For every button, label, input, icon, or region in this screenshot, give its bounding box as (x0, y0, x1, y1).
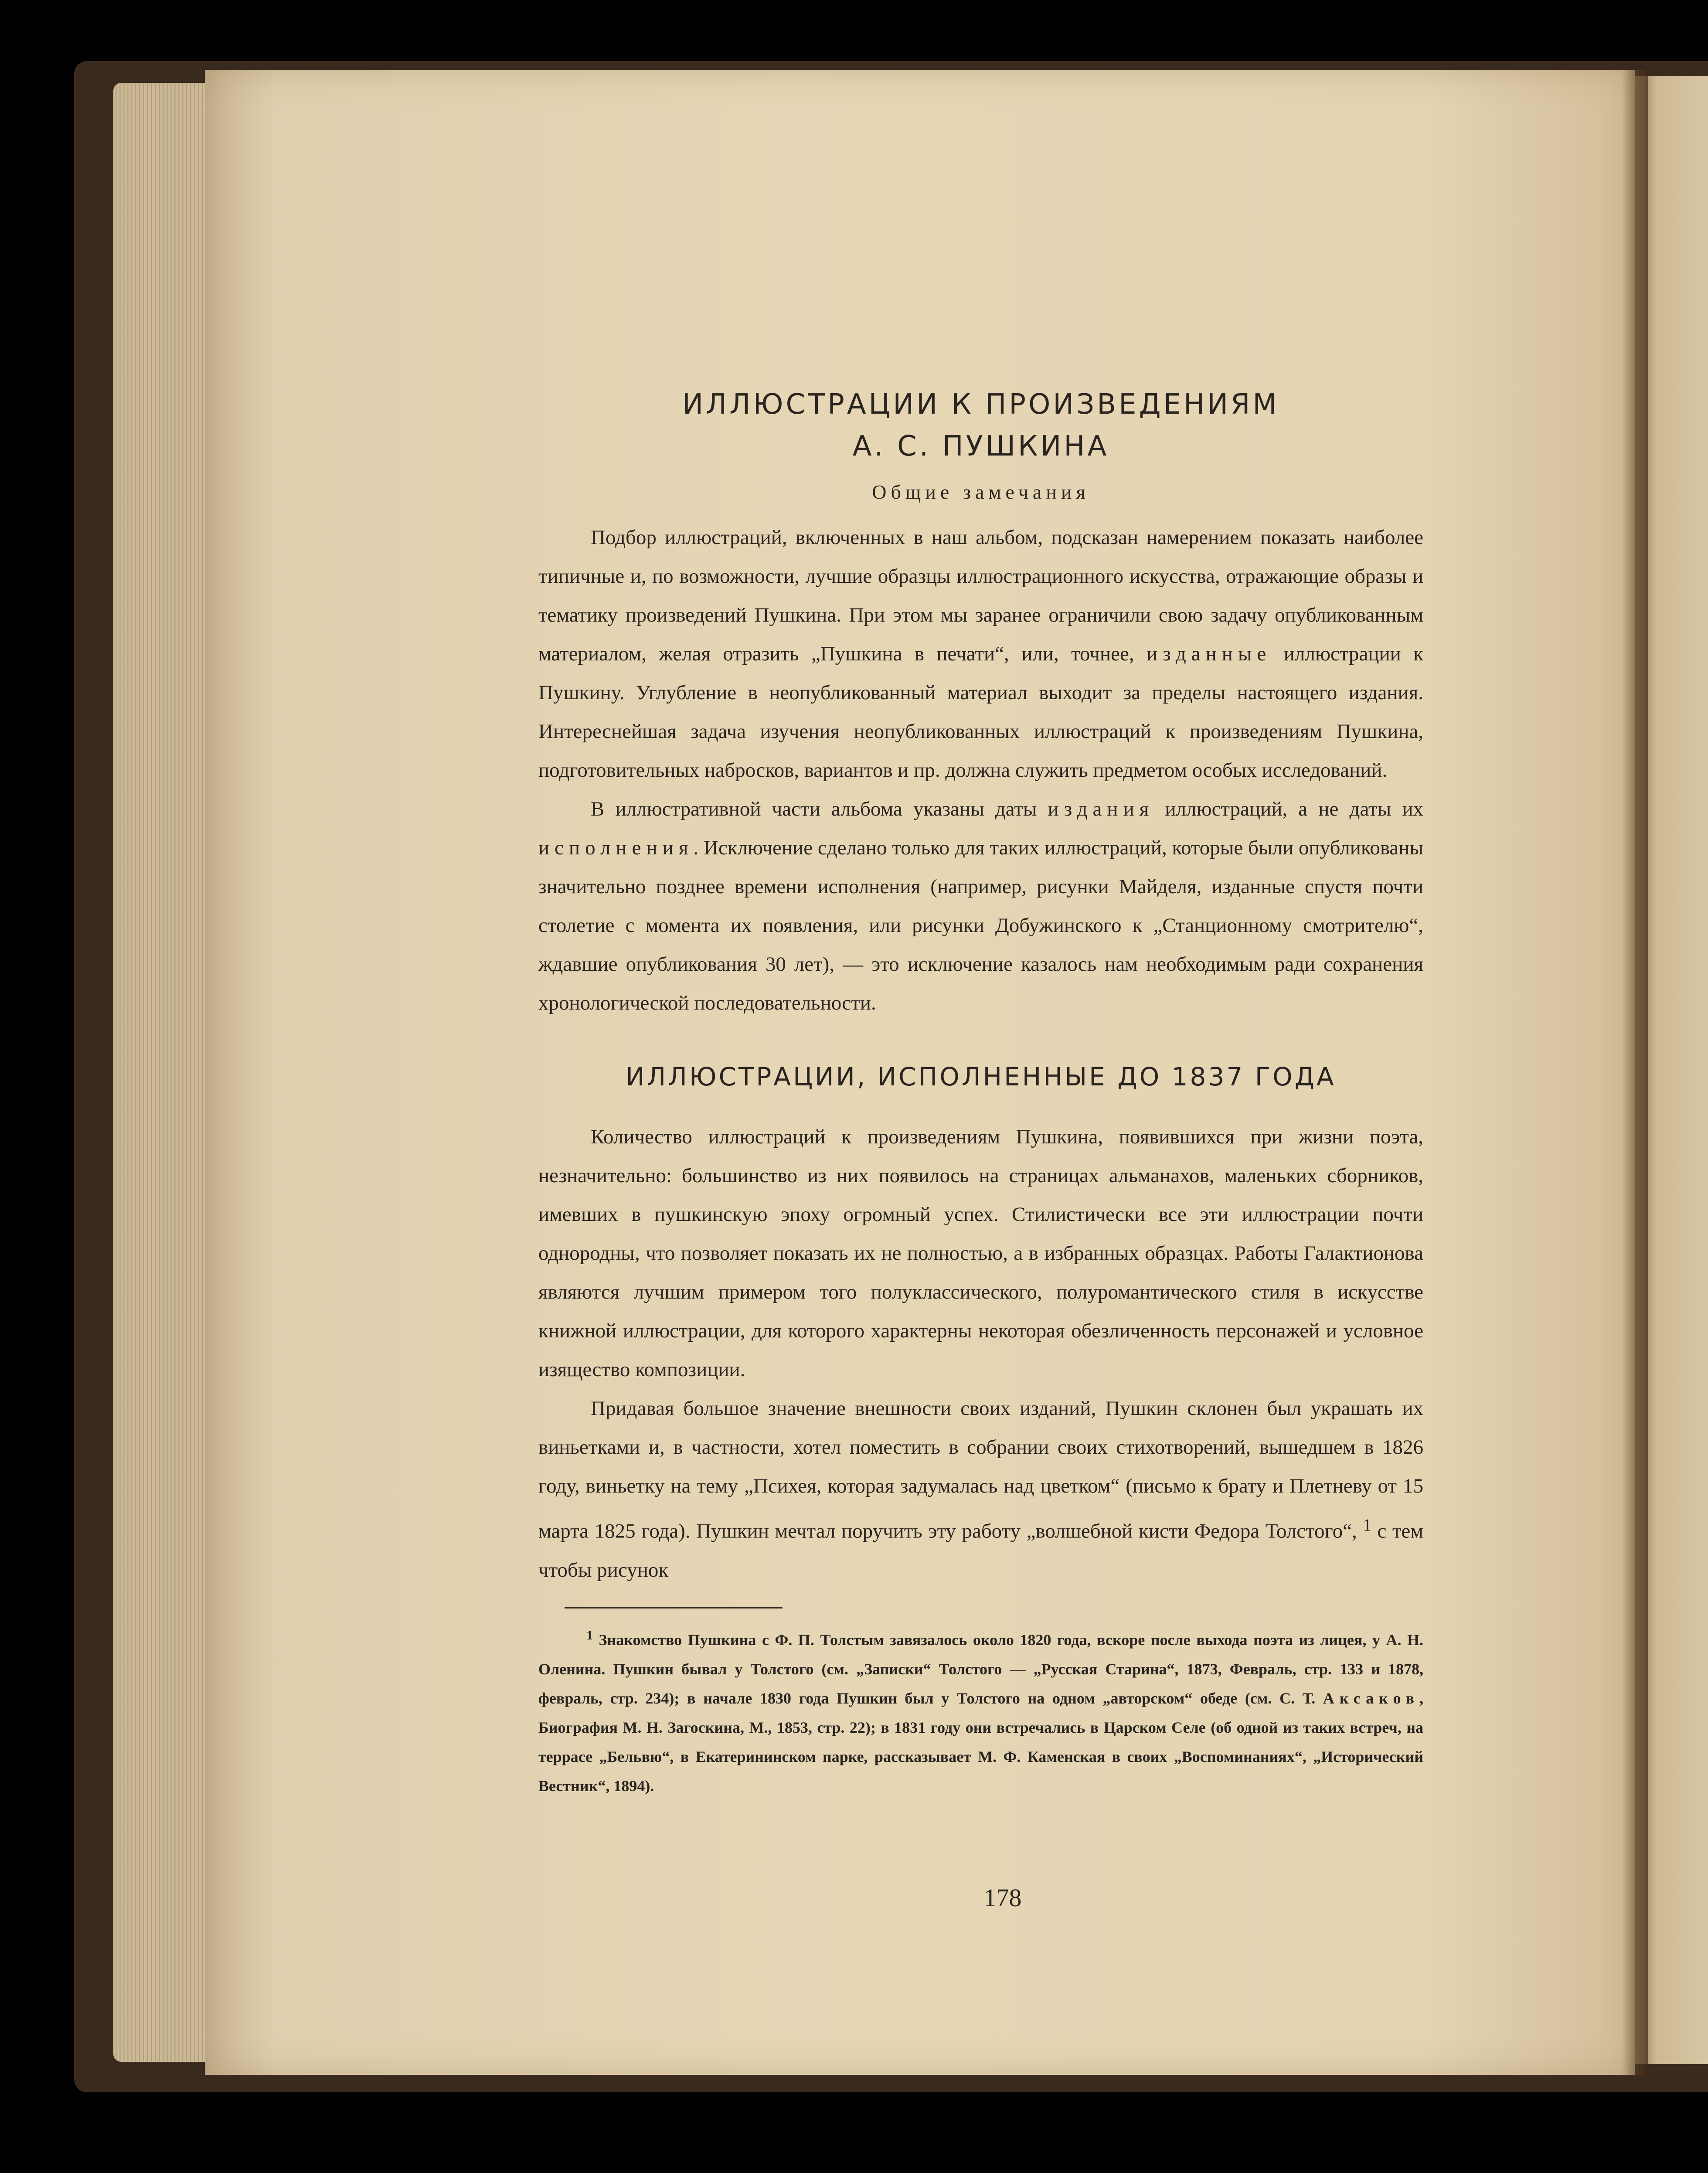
paragraph-1-text-a: Подбор иллюстраций, включенных в наш альбом, подсказан намерением показать наиболее типичные и, по возможности, лучшие образцы иллюстрационного искусства, отражающие образы и тематику произведений Пушкина. При этом мы заранее ограничили свою задачу опубликованным материалом, желая отразить „Пушкина в печати“, или, точнее, (538, 526, 1423, 665)
paragraph-4-text-a: Придавая большое значение внешности своих изданий, Пушкин склонен был украшать их виньетками и, в частности, хотел поместить в собрании своих стихотворений, вышедшем в 1826 году, виньетку на тему „Психея, которая задумалась над цветком“ (письмо к брату и Плетневу от 15 марта 1825 года). Пушкин мечтал поручить эту работу „волшебной кисти Федора Толстого“, (538, 1397, 1423, 1543)
paragraph-2 (538, 790, 1423, 1023)
page-content (538, 384, 1423, 1801)
book-gutter (1622, 70, 1648, 2075)
paragraph-1-emphasis: изданные (1146, 643, 1272, 665)
footnote-divider (565, 1607, 783, 1608)
page-edges (113, 83, 214, 2062)
section-title: ИЛЛЮСТРАЦИИ, ИСПОЛНЕННЫЕ ДО 1837 ГОДА (626, 1062, 1336, 1092)
paragraph-2-text-a: В иллюстративной части альбома указаны даты (591, 798, 1048, 820)
paragraph-2-emphasis-1: издания (1048, 798, 1154, 820)
footnote-number: 1 (586, 1628, 593, 1643)
page-number: 178 (983, 1884, 1022, 1912)
footnote-text-a: Знакомство Пушкина с Ф. П. Толстым завязалось около 1820 года, вскоре после выхода поэта из лицея, у А. Н. Оленина. Пушкин бывал у Толстого (см. „Записки“ Толстого — „Русская Старина“, 1873, Февраль, стр. 133 и 1878, февраль, стр. 234); в начале 1830 года Пушкин был у Толстого на одном „авторском“ обеде (см. С. Т. (538, 1631, 1423, 1707)
subtitle: Общие замечания (872, 481, 1090, 503)
footnote-emphasis: Аксаков (1323, 1689, 1419, 1707)
paragraph-4-text-b: с тем чтобы рисунок (538, 1520, 1423, 1581)
title-line-1: ИЛЛЮСТРАЦИИ К ПРОИЗВЕДЕНИЯМ (682, 388, 1279, 421)
paragraph-4 (538, 1389, 1423, 1590)
paragraph-2-text-b: иллюстраций, а не даты их (1154, 798, 1423, 820)
footnote-reference: 1 (1363, 1516, 1371, 1534)
footnote-text-b: , Биография М. Н. Загоскина, М., 1853, стр. 22); в 1831 году они встречались в Царском Селе (об одной из таких встреч, на террасе „Бельвю“, в Екатерининском парке, рассказывает М. Ф. Каменская в своих „Воспоминаниях“, „Исторический Вестник“, 1894). (538, 1689, 1423, 1795)
footnote (538, 1621, 1423, 1801)
paragraph-2-emphasis-2: исполнения (538, 837, 694, 859)
page-title (538, 384, 1423, 467)
paragraph-2-text-c: . Исключение сделано только для таких иллюстраций, которые были опубликованы значительно позднее времени исполнения (например, рисунки Майделя, изданные спустя почти столетие с момента их появления, или рисунки Добужинского к „Станционному смотрителю“, ждавшие опубликования 30 лет), — это исключение казалось нам необходимым ради сохранения хронологической последовательности. (538, 837, 1423, 1014)
title-line-2: А. С. ПУШКИНА (852, 430, 1109, 462)
paragraph-1-text-b: иллюстрации к Пушкину. Углубление в неопубликованный материал выходит за пределы настоящего издания. Интереснейшая задача изучения неопубликованных иллюстраций к произведениям Пушкина, подготовительных набросков, вариантов и пр. должна служить предметом особых исследований. (538, 643, 1423, 782)
paragraph-3: Количество иллюстраций к произведениям Пушкина, появившихся при жизни поэта, незначительно: большинство из них появилось на страницах альманахов, маленьких сборников, имевших в пушкинскую эпоху огромный успех. Стилистически все эти иллюстрации почти однородны, что позволяет показать их не полностью, а в избранных образцах. Работы Галактионова являются лучшим примером того полуклассического, полуромантического стиля в искусстве книжной иллюстрации, для которого характерны некоторая обезличенность персонажей и условное изящество композиции. (538, 1126, 1423, 1381)
paragraph-1 (538, 518, 1423, 790)
